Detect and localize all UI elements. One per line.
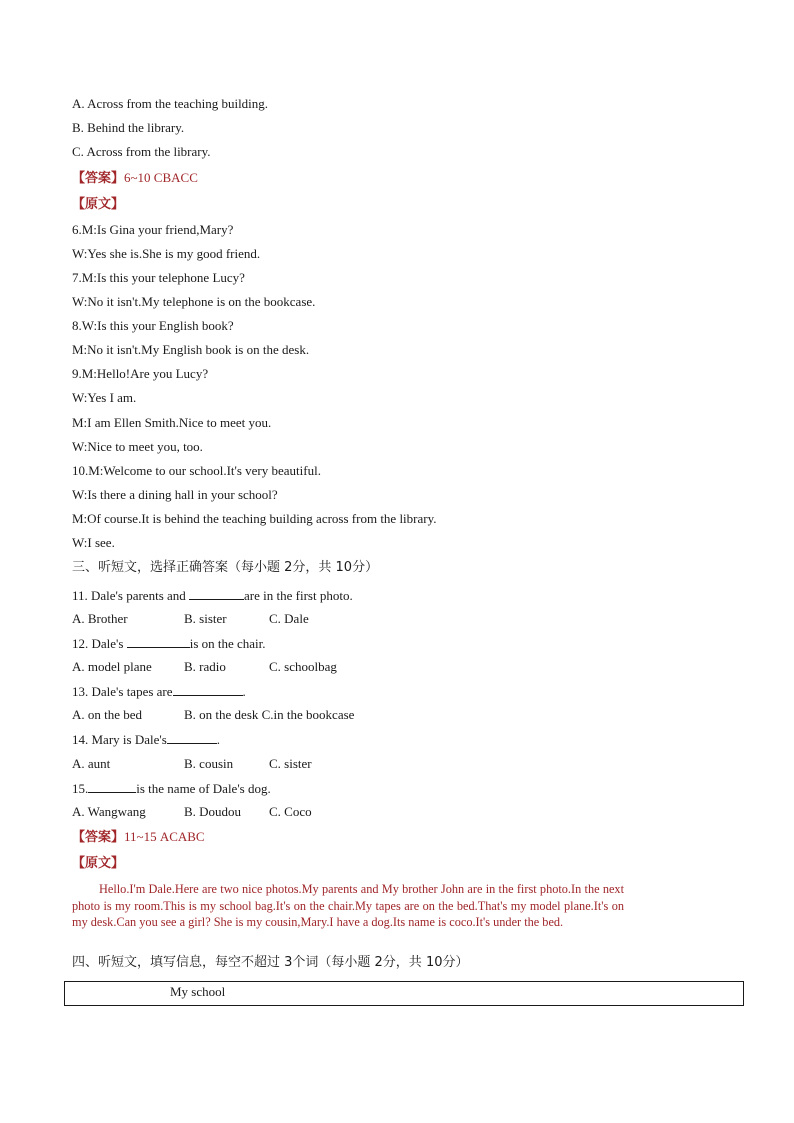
fill-in-table	[64, 981, 744, 1006]
question-11-options: A. Brother B. sister C. Dale	[72, 611, 309, 626]
dialogue-line: W:No it isn't.My telephone is on the bookcase.	[72, 294, 316, 309]
section2-answer	[72, 170, 198, 187]
dialogue-line: M:Of course.It is behind the teaching building across from the library.	[72, 511, 437, 526]
dialogue-line: 9.M:Hello!Are you Lucy?	[72, 366, 209, 381]
q5-option-b: B. Behind the library.	[72, 120, 185, 135]
question-14-options: A. aunt B. cousin C. sister	[72, 756, 312, 771]
answer-blank	[189, 587, 244, 600]
question-13: 13. Dale's tapes are .	[72, 684, 246, 699]
question-12: 12. Dale's is on the chair.	[72, 636, 266, 651]
answer-text: 6~10 CBACC	[124, 170, 198, 185]
answer-blank	[167, 731, 217, 744]
question-11: 11. Dale's parents and are in the first photo.	[72, 588, 353, 603]
q5-option-c: C. Across from the library.	[72, 144, 211, 159]
question-14: 14. Mary is Dale's .	[72, 732, 221, 747]
dialogue-line: 7.M:Is this your telephone Lucy?	[72, 270, 245, 285]
question-12-options: A. model plane B. radio C. schoolbag	[72, 659, 337, 674]
dialogue-line: M:No it isn't.My English book is on the desk.	[72, 342, 310, 357]
answer-blank	[88, 780, 136, 793]
dialogue-line: 10.M:Welcome to our school.It's very beautiful.	[72, 463, 321, 478]
transcript-passage: Hello.I'm Dale.Here are two nice photos.My parents and My brother John are in the first photo.In the next photo is my room.This is my school bag.It's on the chair.My tapes are on the bed.That's my model plane.It's on my desk.Can you see a girl? She is my cousin,Mary.I have a dog.Its name is coco.It's under the bed.	[72, 882, 624, 930]
answer-label: 【答案】	[72, 171, 125, 186]
dialogue-line: W:Is there a dining hall in your school?	[72, 487, 278, 502]
section4-heading: 四、听短文，填写信息，每空不超过 3个词（每小题 2分，共 10分）	[72, 955, 469, 970]
dialogue-line: 8.W:Is this your English book?	[72, 318, 234, 333]
dialogue-line: W:Yes I am.	[72, 390, 137, 405]
question-15: 15. is the name of Dale's dog.	[72, 781, 271, 796]
answer-label: 【答案】	[72, 830, 125, 845]
dialogue-line: W:Nice to meet you, too.	[72, 439, 203, 454]
answer-text: 11~15 ACABC	[124, 829, 205, 844]
q5-option-a: A. Across from the teaching building.	[72, 96, 269, 111]
section3-transcript-label: 【原文】	[72, 856, 125, 871]
dialogue-line: M:I am Ellen Smith.Nice to meet you.	[72, 415, 272, 430]
dialogue-line: W:I see.	[72, 535, 115, 550]
section2-transcript-label: 【原文】	[72, 197, 125, 212]
table-title: My school	[170, 984, 226, 999]
answer-blank	[127, 635, 190, 648]
dialogue-line: 6.M:Is Gina your friend,Mary?	[72, 222, 234, 237]
question-15-options: A. Wangwang B. Doudou C. Coco	[72, 804, 312, 819]
question-13-options: A. on the bed B. on the desk C.in the bookcase	[72, 707, 355, 722]
dialogue-line: W:Yes she is.She is my good friend.	[72, 246, 261, 261]
answer-blank	[173, 683, 243, 696]
section3-heading: 三、听短文，选择正确答案（每小题 2分，共 10分）	[72, 560, 379, 575]
section3-answer	[72, 829, 205, 846]
